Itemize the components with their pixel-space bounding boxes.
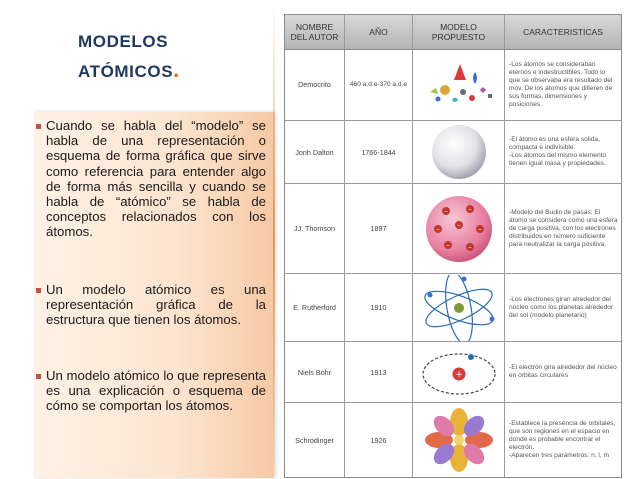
title-line-2 [78,56,278,86]
bullet-marker-2 [36,288,41,293]
header-model: MODELO PROPUESTO [413,15,505,49]
author-cell: E. Rutherford [285,274,345,341]
bohr-orbit-icon [414,343,504,402]
orbits-nucleus-icon [414,275,504,341]
table-row [285,184,621,274]
author-cell: Jonh Dalton [285,121,345,183]
table-row [285,121,621,184]
characteristics-cell: -Los átomos se consideraban eternos e indestructibles. Todo lo que se observaba era resultado del mov. De los átomos que difieren de sus formas, dimensiones y posiciones. [509,60,613,108]
author-cell: Democrito [285,49,345,120]
title-dot: . [173,57,180,82]
title-line-2-text: ATÓMICOS [78,62,174,81]
model-cell [413,121,505,183]
year-cell: 1910 [345,274,413,341]
model-cell [413,274,505,341]
bullet-text-2: Un modelo atómico es una representación gráfica de la estructura que tienen los átomos. [46,282,266,328]
solid-sphere-icon [414,122,504,183]
bullet-marker-3 [36,374,41,379]
author-cell: JJ. Thomson [285,184,345,273]
model-cell [413,342,505,402]
svg-text:−: − [435,226,440,233]
svg-text:−: − [467,244,472,251]
table-row [285,49,621,121]
svg-text:−: − [477,226,482,233]
bullet-text-1: Cuando se habla del “modelo” se habla de una representación o esquema de forma gráfica que sirve como referencia para entender algo de forma más sencilla y cuando se habla de “atómico” se habla de conceptos relacionados con los átomos. [46,118,266,240]
characteristics-cell: -Los electrones giran alrededor del núcleo como los planetas alrededor del sol (modelo planetario) [509,295,614,319]
characteristics-cell: -El electrón gira alrededor del núcleo en orbitas circulares [509,364,617,379]
header-year: AÑO [345,15,413,49]
slide-title [78,28,278,86]
title-line-1: MODELOS [78,32,169,51]
year-cell: 460 a.d.e-370 a.d.e [345,49,413,120]
header-author: NOMBRE DEL AUTOR [285,15,345,49]
atomic-models-table [284,14,622,478]
orbitals-icon [414,404,504,476]
model-cell [413,49,505,120]
model-cell [413,403,505,477]
bullet-marker-1 [36,124,41,129]
model-cell [413,184,505,273]
author-cell: Schrodinger [285,403,345,477]
svg-text:−: − [467,206,472,213]
year-cell: 1766-1844 [345,121,413,183]
header-characteristics: CARACTERISTICAS [523,27,603,37]
characteristics-cell: -El átomo es una esfera solida, compacta e indivisible. -Los átomos del mismo elemento tienen igual masa y propiedades. [509,136,607,167]
characteristics-cell: -Modelo del Budin de pasas: El átomo se considera como una esfera de carga positiva, con los electrones distribuidos en número suficiente para neutralizar la carga positiva. [509,208,618,248]
year-cell: 1926 [345,403,413,477]
bullet-text-3: Un modelo atómico lo que representa es una explicación o esquema de cómo se comportan los átomos. [46,368,266,414]
plum-pudding-icon [414,185,504,273]
table-row [285,403,621,477]
year-cell: 1897 [345,184,413,273]
author-cell: Niels Bohr [285,342,345,402]
svg-text:−: − [445,242,450,249]
svg-text:−: − [443,208,448,215]
table-header [285,15,621,50]
democritus-shapes-icon [414,50,504,120]
characteristics-cell: -Establece la presencia de orbitales, que son regiones en el espacio en donde es probable encontrar el electrón. -Aparecen tres parámetros: n, l, m [509,420,616,459]
year-cell: 1913 [345,342,413,402]
svg-text:−: − [456,222,461,229]
nucleus-plus: + [454,369,463,380]
table-row [285,274,621,342]
table-row [285,342,621,403]
